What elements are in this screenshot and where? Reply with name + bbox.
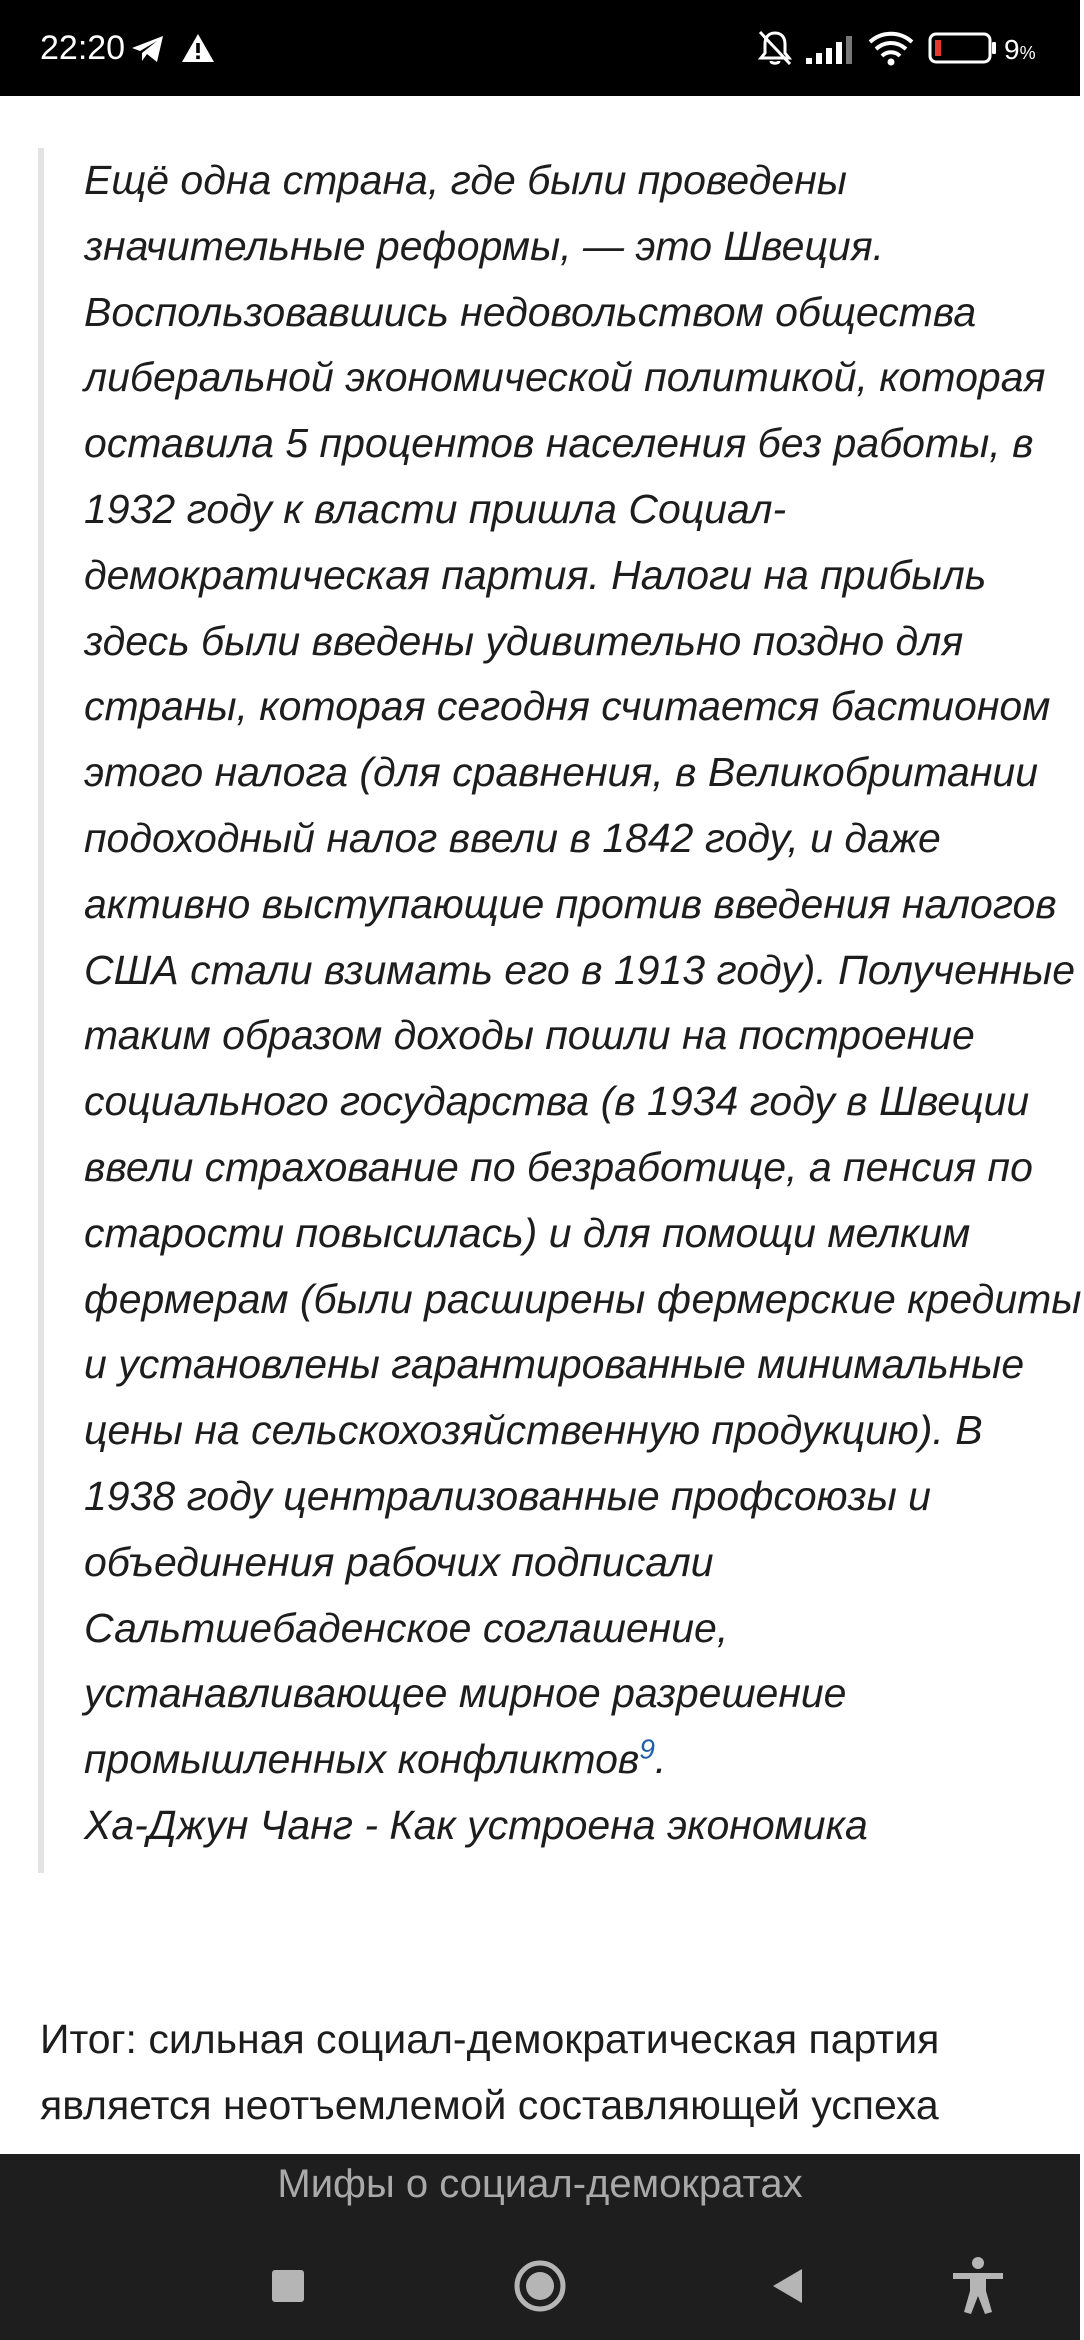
article-content[interactable] xyxy=(0,96,1080,2154)
muted-bell-icon xyxy=(756,28,794,68)
recents-button[interactable] xyxy=(248,2246,328,2326)
bottom-panel xyxy=(0,2154,1080,2340)
circle-icon xyxy=(513,2259,567,2313)
accessibility-button[interactable] xyxy=(938,2246,1018,2326)
battery-percentage: 9% xyxy=(1004,34,1036,65)
signal-icon xyxy=(806,36,856,64)
home-button[interactable] xyxy=(500,2246,580,2326)
square-icon xyxy=(270,2268,306,2304)
quote-end: . xyxy=(654,1736,667,1783)
warning-icon xyxy=(180,32,216,64)
summary-paragraph: Итог: сильная социал-демократическая партия является неотъемлемой составляющей успеха xyxy=(40,2016,940,2128)
triangle-back-icon xyxy=(768,2266,808,2306)
wifi-icon xyxy=(868,30,914,66)
telegram-icon xyxy=(130,34,166,64)
footnote-link[interactable]: 9 xyxy=(639,1733,655,1765)
quote-source: Ха-Джун Чанг - Как устроена экономика xyxy=(84,1801,868,1848)
back-button[interactable] xyxy=(748,2246,828,2326)
status-bar xyxy=(0,0,1080,96)
blockquote xyxy=(38,148,1082,1873)
battery-icon xyxy=(928,32,998,64)
accessibility-icon xyxy=(950,2256,1006,2316)
status-time: 22:20 xyxy=(40,29,126,67)
quote-body: Ещё одна страна, где были проведены значительные реформы, — это Швеция. Воспользовавшись недовольством общества либеральной экономической политикой, которая оставила 5 процентов населения без работы, в 1932 году к власти пришла Социал-демократическая партия. Налоги на прибыль здесь были введены удивительно поздно для страны, которая сегодня считается бастионом этого налога (для сравнения, в Великобритании подоходный налог ввели в 1842 году, и даже активно выступающие против введения налогов США стали взимать его в 1913 году). Полученные таким образом доходы пошли на построение социального государства (в 1934 году в Швеции ввели страхование по безработице, а пенсия по старости повысилась) и для помощи мелким фермерам (были расширены фермерские кредиты и установлены гарантированные минимальные цены на сельскохозяйственную продукцию). В 1938 году централизованные профсоюзы и объединения рабочих подписали Сальтшебаденское соглашение, устанавливающее мирное разрешение промышленных конфликтов xyxy=(84,157,1082,1783)
page-title[interactable]: Мифы о социал-демократах xyxy=(277,2162,803,2206)
quote-text xyxy=(84,148,1084,1793)
